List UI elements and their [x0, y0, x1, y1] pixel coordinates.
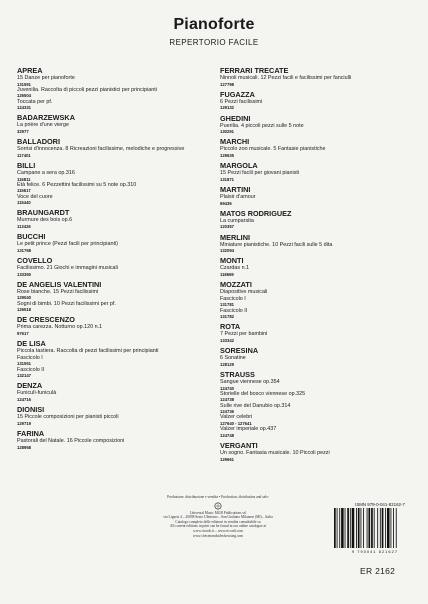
work-title: 15 Pezzi facili per giovani pianisti: [220, 170, 300, 177]
catalog-number: 124331: [17, 105, 31, 111]
catalog-number: 133342: [220, 337, 234, 343]
work-title: Murmure des bois op.6: [17, 217, 73, 224]
work-title: Un sogno. Fantasia musicale. 10 Piccoli pezzi: [220, 449, 330, 456]
composer-name: GHEDINI: [220, 113, 251, 123]
composer-entry: [17, 405, 217, 426]
work-title: Valzer imperiale op.437: [220, 426, 277, 433]
composer-name: FARINA: [17, 428, 45, 438]
composer-entry: [220, 233, 420, 254]
composer-entry: [220, 280, 420, 319]
composer-name: FUGAZZA: [220, 89, 255, 99]
footer-line: www.ricordi.it – www.ricordi.com: [193, 528, 243, 533]
composer-entry: [220, 185, 420, 206]
work-title: Puerilia. 4 piccoli pezzi sulle 5 note: [220, 122, 304, 129]
work-title: Juvenilia. Raccolta di piccoli pezzi pianistici per principianti: [17, 86, 157, 93]
catalog-number: 129132: [220, 105, 234, 111]
catalog-number: 132094: [220, 248, 234, 254]
work-title: 6 Sonatine: [220, 355, 246, 362]
catalog-number: 127640 - 127641: [220, 420, 252, 426]
catalog-number: 131871: [220, 176, 234, 182]
composer-entry: [17, 208, 217, 229]
barcode-bar: [339, 508, 340, 548]
composer-entry: [220, 370, 420, 438]
composer-entry: [220, 441, 420, 462]
work-title: Le petit prince (Pezzi facili per principianti): [17, 241, 118, 248]
barcode-bar: [380, 508, 381, 548]
composer-name: MONTI: [220, 256, 244, 266]
catalog-number: 116811: [17, 176, 31, 182]
composer-entry: [17, 232, 217, 253]
barcode-bar: [341, 508, 344, 548]
barcode-bar: [396, 508, 397, 548]
composer-name: BRAUNGARDT: [17, 208, 70, 218]
catalog-number: 124748: [220, 432, 234, 438]
composer-entry: [220, 90, 420, 111]
left-composer-column: [17, 66, 217, 453]
composer-name: APREA: [17, 66, 43, 75]
catalog-number: 130291: [220, 129, 234, 135]
edition-code: ER 2162: [360, 566, 396, 576]
catalog-number: 117401: [17, 152, 31, 158]
composer-name: MERLINI: [220, 232, 250, 242]
work-title: Età felice. 6 Pezzettini facilissimi su 5 note op.310: [17, 181, 137, 188]
work-title: Piccola tastiera. Raccolta di pezzi facilissimi per principianti: [17, 348, 159, 355]
work-title: Rose bianche. 15 Pezzi facilissimi: [17, 288, 99, 295]
catalog-number: 126518: [17, 307, 31, 313]
right-composer-column: [220, 66, 420, 465]
barcode-bar: [356, 508, 357, 548]
barcode-bar: [393, 508, 394, 548]
footer-line: via Liguria 4 – 20098 Sesto Ulteriano – San Giuliano Milanese (MI) – Italia: [163, 515, 273, 520]
work-title: Toccata per pf.: [17, 98, 53, 105]
catalog-number: 128129: [220, 361, 234, 367]
barcode-bar: [345, 508, 346, 548]
barcode-bar: [358, 508, 360, 548]
work-title: Valzer celebri: [220, 414, 253, 421]
composer-name: VERGANTI: [220, 440, 258, 450]
barcode-bar: [391, 508, 392, 548]
composer-entry: [17, 66, 217, 110]
composer-name: DENZA: [17, 381, 43, 391]
composer-name: DIONISI: [17, 405, 45, 415]
catalog-number: 124736: [220, 409, 234, 415]
composer-entry: [220, 346, 420, 367]
footer-line: Catalogo completo delle edizioni in vendita consultabile su: [175, 519, 261, 524]
composer-name: MARCHI: [220, 137, 250, 147]
composer-entry: [17, 280, 217, 313]
catalog-number: 132147: [17, 373, 31, 379]
composer-entry: [220, 66, 420, 87]
work-title: Storielle del bosco viennese op.325: [220, 390, 306, 397]
catalog-number: 124738: [220, 397, 234, 403]
work-title: 6 Pezzi facilissimi: [220, 98, 263, 105]
work-title: La prière d'une vierge: [17, 122, 69, 129]
composer-name: BALLADORI: [17, 137, 60, 147]
composer-name: COVELLO: [17, 255, 53, 265]
work-title: 15 Danze per pianoforte: [17, 75, 75, 81]
work-title: 15 Piccole composizioni per pianisti piccoli: [17, 414, 119, 421]
catalog-number: 133350: [17, 271, 31, 277]
barcode-bar: [350, 508, 351, 548]
catalog-number: 131591: [17, 81, 31, 87]
composer-name: DE ANGELIS VALENTINI: [17, 279, 102, 289]
barcode-bar: [377, 508, 378, 548]
composer-entry: [220, 322, 420, 343]
work-title: Sulle rive del Danubio op.314: [220, 402, 291, 409]
barcode-bar: [387, 508, 390, 548]
catalog-number: 131551: [17, 361, 31, 367]
catalog-number: 129661: [220, 456, 234, 462]
catalog-number: 120357: [220, 224, 234, 230]
composer-entry: [17, 381, 217, 402]
work-title: Ninnoli musicali. 12 Pezzi facili e facilissimi per fanciulli: [220, 75, 352, 81]
work-title: Fascicolo II: [220, 307, 248, 314]
catalog-number: 124716: [17, 396, 31, 402]
work-title: Sorrisi d'innocenza. 8 Ricreazioni facilissime, melodiche e progressive: [17, 146, 185, 153]
composer-name: FERRARI TRECATE: [220, 66, 289, 75]
catalog-number: 115617: [17, 188, 31, 194]
footer-line: www.chesterandsideshowsing.com: [192, 533, 244, 538]
publisher-logo-icon: [212, 502, 224, 510]
catalog-number: 129635: [220, 152, 234, 158]
work-title: Sogni di bimbi. 10 Pezzi facilissimi per pf.: [17, 300, 116, 307]
footer-line: All current editions in print can be found in our online catalogue at: [169, 524, 267, 529]
catalog-number: 118669: [220, 271, 234, 277]
composer-name: MARGOLA: [220, 161, 258, 171]
barcode-bar: [382, 508, 384, 548]
work-title: Facilissimo. 21 Giochi e immagini musicali: [17, 264, 118, 271]
ismn-code: ISMN 979-0-041-82162-7: [355, 502, 405, 507]
composer-entry: [17, 429, 217, 450]
catalog-number: 113426: [17, 223, 31, 229]
work-title: Funiculì-funiculà: [17, 390, 57, 397]
composer-entry: [17, 256, 217, 277]
work-title: Fascicolo II: [17, 366, 45, 373]
footer-line: Universal Music MGB Publications srl: [189, 510, 247, 515]
composer-name: DE CRESCENZO: [17, 315, 75, 325]
catalog-number: 124740: [220, 385, 234, 391]
catalog-number: 115440: [17, 200, 31, 206]
composer-entry: [17, 315, 217, 336]
barcode-icon: [333, 508, 417, 548]
barcode-bar: [363, 508, 364, 548]
composer-entry: [17, 113, 217, 134]
barcode-bar: [367, 508, 368, 548]
work-title: Prima carezza. Notturno op.120 n.1: [17, 324, 103, 331]
composer-name: MARTINI: [220, 184, 251, 194]
work-title: Campane a sera op.316: [17, 169, 75, 176]
catalog-number: 131768: [17, 247, 31, 253]
composer-entry: [220, 114, 420, 135]
composer-name: BADARZEWSKA: [17, 113, 75, 123]
composer-entry: [220, 161, 420, 182]
page-title: Pianoforte: [173, 16, 255, 33]
composer-name: MATOS RODRIGUEZ: [220, 208, 292, 218]
work-title: Miniature pianistiche. 10 Pezzi facili sulle 5 dita: [220, 241, 333, 248]
composer-name: BUCCHI: [17, 232, 46, 242]
work-title: 7 Pezzi per bambini: [220, 331, 268, 338]
work-title: Sangue viennese op.354: [220, 378, 280, 385]
catalog-number: 129719: [17, 420, 31, 426]
work-title: Plaisir d'amour: [220, 193, 256, 200]
barcode-bar: [347, 508, 349, 548]
composer-entry: [220, 137, 420, 158]
composer-name: BILLI: [17, 160, 36, 170]
composer-name: ROTA: [220, 322, 241, 332]
barcode-bar: [374, 508, 375, 548]
barcode-bar: [385, 508, 386, 548]
barcode-bar: [361, 508, 362, 548]
catalog-number: 131782: [220, 314, 234, 320]
barcode-bar: [337, 508, 338, 548]
composer-entry: [220, 256, 420, 277]
barcode-bar: [368, 508, 370, 548]
catalog-number: 131781: [220, 302, 234, 308]
composer-entry: [17, 339, 217, 378]
work-title: Voce del cuore: [17, 193, 53, 200]
barcode-bar: [334, 508, 336, 548]
composer-name: STRAUSS: [220, 369, 255, 379]
barcode-number: 9 790041 821627: [351, 549, 399, 554]
barcode-bar: [371, 508, 373, 548]
catalog-number: 129040: [17, 295, 31, 301]
composer-name: MOZZATI: [220, 280, 252, 290]
composer-entry: [17, 161, 217, 205]
composer-name: SORESINA: [220, 346, 259, 356]
page-subtitle: REPERTORIO FACILE: [169, 38, 259, 47]
work-title: Fascicolo I: [17, 354, 43, 361]
catalog-number: 69436: [220, 200, 232, 206]
work-title: La cumparsita: [220, 217, 254, 224]
work-title: Fascicolo I: [220, 295, 246, 302]
catalog-number: 97617: [17, 330, 29, 336]
catalog-number: 127798: [220, 81, 234, 87]
footer-line: Produzione, distribuzione e vendita • Production, distribution and sale:: [167, 495, 269, 499]
catalog-number: 126504: [17, 93, 31, 99]
work-title: Diapositive musicali: [220, 289, 268, 296]
work-title: Pastorali del Natale. 16 Piccole composizioni: [17, 437, 125, 444]
catalog-number: 32977: [17, 128, 29, 134]
barcode-bar: [352, 508, 355, 548]
composer-name: DE LISA: [17, 339, 46, 349]
publisher-footer: [108, 495, 328, 538]
catalog-number: 128958: [17, 444, 31, 450]
composer-entry: [220, 209, 420, 230]
composer-entry: [17, 137, 217, 158]
work-title: Czardas n.1: [220, 265, 250, 272]
work-title: Piccolo zoo musicale. 5 Fantasie pianistiche: [220, 146, 326, 153]
